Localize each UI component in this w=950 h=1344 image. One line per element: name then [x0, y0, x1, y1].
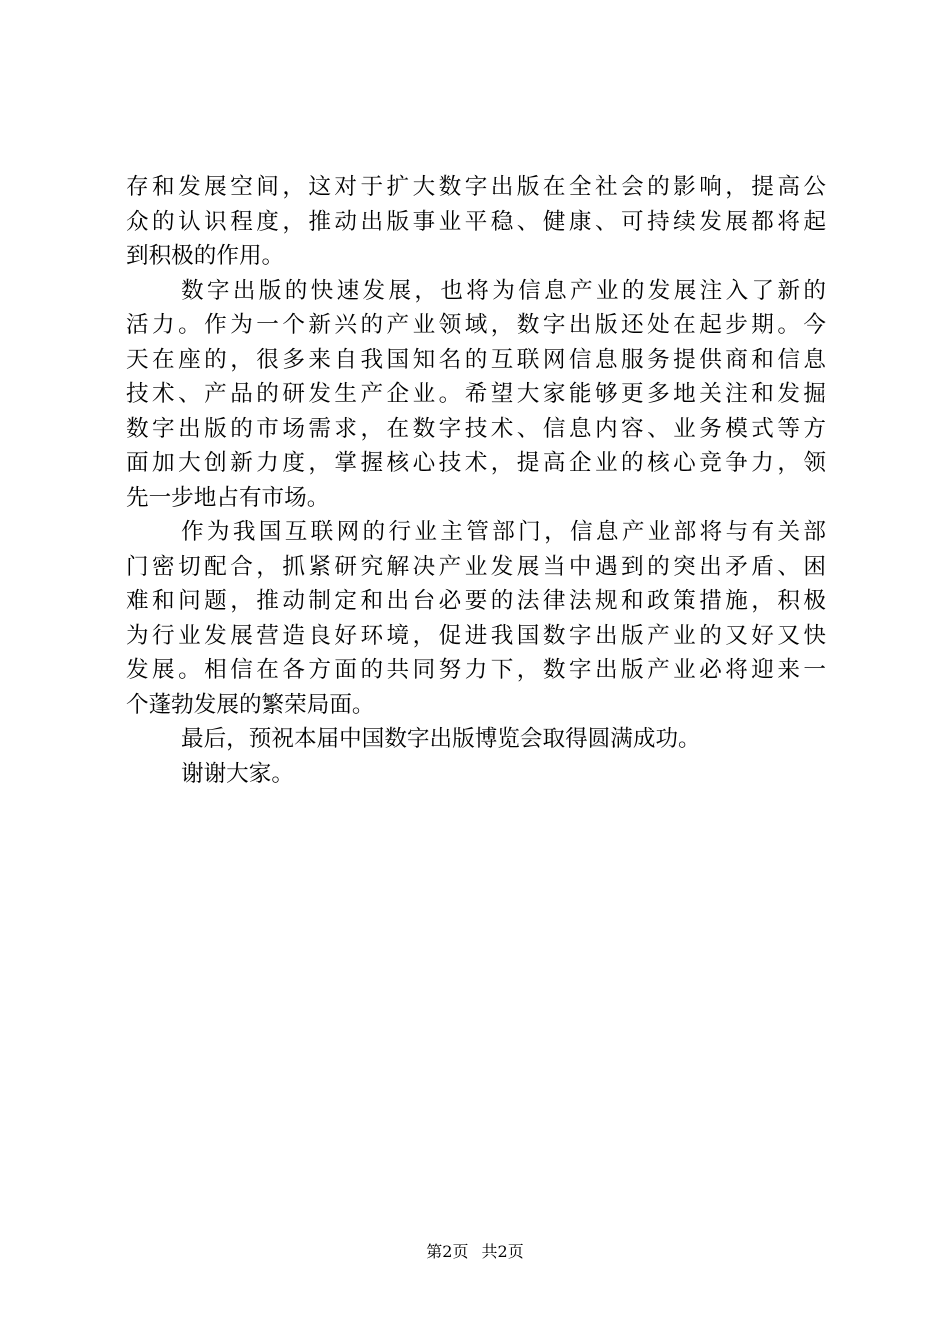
document-body [126, 170, 826, 791]
paragraph-line: 个蓬勃发展的繁荣局面。 [126, 691, 375, 718]
paragraph-line: 先一步地占有市场。 [126, 484, 330, 511]
paragraph-line: 为行业发展营造良好环境，促进我国数字出版产业的又好又快 [126, 622, 826, 649]
page-total: 共2页 [481, 1242, 524, 1261]
paragraph-line: 发展。相信在各方面的共同努力下，数字出版产业必将迎来一 [126, 657, 826, 683]
paragraph-line: 活力。作为一个新兴的产业领域，数字出版还处在起步期。今 [126, 312, 826, 338]
paragraph-line: 面加大创新力度，掌握核心技术，提高企业的核心竞争力，领 [126, 450, 826, 476]
paragraph-line: 难和问题，推动制定和出台必要的法律法规和政策措施，积极 [126, 588, 826, 614]
paragraph-line: 门密切配合，抓紧研究解决产业发展当中遇到的突出矛盾、困 [126, 553, 826, 580]
paragraph-line: 作为我国互联网的行业主管部门，信息产业部将与有关部 [181, 519, 826, 545]
paragraph-line: 数字出版的快速发展，也将为信息产业的发展注入了新的 [181, 277, 826, 304]
paragraph-line: 技术、产品的研发生产企业。希望大家能够更多地关注和发掘 [126, 381, 826, 407]
paragraph-line: 到积极的作用。 [126, 243, 285, 269]
page-footer [0, 1242, 950, 1262]
paragraph-line: 存和发展空间，这对于扩大数字出版在全社会的影响，提高公 [126, 174, 826, 200]
paragraph-line: 天在座的，很多来自我国知名的互联网信息服务提供商和信息 [126, 346, 826, 373]
paragraph-line: 数字出版的市场需求，在数字技术、信息内容、业务模式等方 [126, 415, 826, 442]
paragraph-line: 最后，预祝本届中国数字出版博览会取得圆满成功。 [181, 726, 701, 752]
page-number: 第2页 [426, 1242, 469, 1261]
paragraph-line: 谢谢大家。 [181, 760, 294, 787]
paragraph-line: 众的认识程度，推动出版事业平稳、健康、可持续发展都将起 [126, 208, 826, 235]
